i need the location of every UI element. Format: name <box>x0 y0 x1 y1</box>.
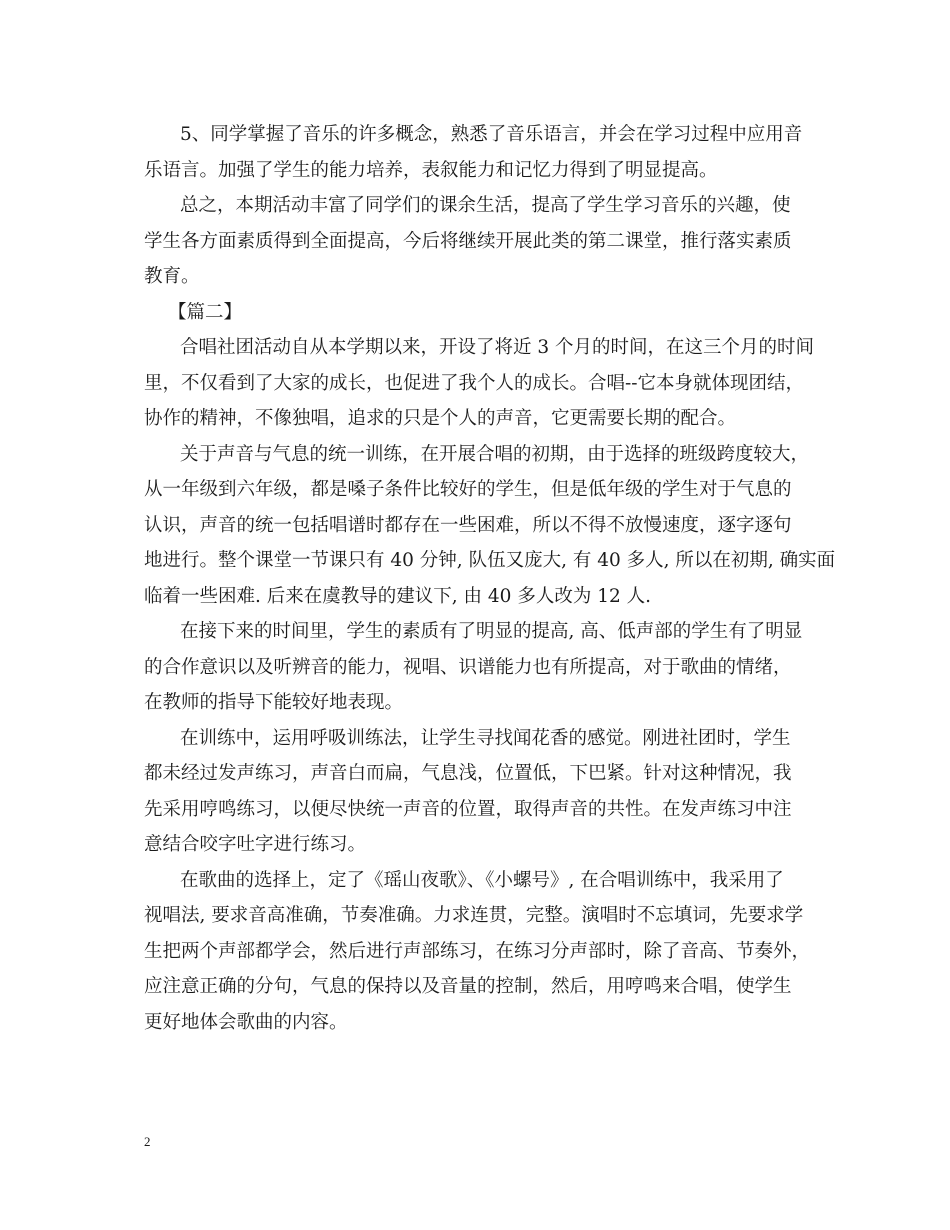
text-line: 临着一些困难. 后来在虞教导的建议下, 由 40 多人改为 12 人. <box>144 585 652 607</box>
page-number: 2 <box>144 1134 151 1149</box>
text-line: 认识，声音的统一包括唱谱时都存在一些困难，所以不得不放慢速度，逐字逐句 <box>144 514 792 536</box>
text-line: 在歌曲的选择上，定了《瑶山夜歌》、《小螺号》, 在合唱训练中，我采用了 <box>180 869 784 891</box>
text-line: 的合作意识以及听辨音的能力，视唱、识谱能力也有所提高，对于歌曲的情绪， <box>144 656 792 678</box>
text-line: 应注意正确的分句，气息的保持以及音量的控制，然后，用哼鸣来合唱，使学生 <box>144 976 792 997</box>
text-line: 视唱法, 要求音高准确，节奏准确。力求连贯，完整。演唱时不忘填词，先要求学 <box>144 905 804 926</box>
text-line: 在接下来的时间里，学生的素质有了明显的提高, 高、低声部的学生有了明显 <box>180 621 803 642</box>
text-line: 协作的精神，不像独唱，追求的只是个人的声音，它更需要长期的配合。 <box>144 408 737 429</box>
text-line: 生把两个声部都学会，然后进行声部练习，在练习分声部时，除了音高、节奏外， <box>144 940 811 962</box>
text-line: 学生各方面素质得到全面提高，今后将继续开展此类的第二课堂，推行落实素质 <box>144 230 792 252</box>
text-line: 【篇二】 <box>168 301 243 323</box>
text-line: 地进行。整个课堂一节课只有 40 分钟, 队伍又庞大, 有 40 多人, 所以在初期, 确实面 <box>144 550 836 571</box>
text-line: 在训练中，运用呼吸训练法，让学生寻找闻花香的感觉。刚进社团时，学生 <box>180 727 791 749</box>
text-line: 从一年级到六年级，都是嗓子条件比较好的学生，但是低年级的学生对于气息的 <box>144 479 792 500</box>
text-line: 里，不仅看到了大家的成长，也促进了我个人的成长。合唱--它本身就体现团结， <box>144 372 805 394</box>
text-line: 5、同学掌握了音乐的许多概念，熟悉了音乐语言，并会在学习过程中应用音 <box>180 124 803 145</box>
document-body <box>144 117 836 1040</box>
paragraph <box>144 614 806 721</box>
text-line: 更好地体会歌曲的内容。 <box>144 1011 348 1033</box>
paragraph <box>144 437 836 615</box>
text-line: 教育。 <box>144 266 200 287</box>
paragraph <box>144 188 806 295</box>
text-line: 都未经过发声练习，声音白而扁，气息浅，位置低，下巴紧。针对这种情况，我 <box>144 763 792 784</box>
text-line: 总之，本期活动丰富了同学们的课余生活，提高了学生学习音乐的兴趣，使 <box>180 195 791 216</box>
text-line: 关于声音与气息的统一训练，在开展合唱的初期，由于选择的班级跨度较大， <box>180 443 810 465</box>
text-line: 乐语言。加强了学生的能力培养，表叙能力和记忆力得到了明显提高。 <box>144 159 718 181</box>
text-line: 合唱社团活动自从本学期以来，开设了将近 3 个月的时间，在这三个月的时间 <box>180 337 815 358</box>
text-line: 在教师的指导下能较好地表现。 <box>144 692 404 713</box>
paragraph <box>144 330 815 437</box>
paragraph <box>144 863 811 1041</box>
paragraph <box>144 117 806 188</box>
paragraph <box>144 721 806 863</box>
section-heading <box>144 295 806 331</box>
text-line: 先采用哼鸣练习，以便尽快统一声音的位置，取得声音的共性。在发声练习中注 <box>144 798 792 820</box>
text-line: 意结合咬字吐字进行练习。 <box>144 834 367 855</box>
